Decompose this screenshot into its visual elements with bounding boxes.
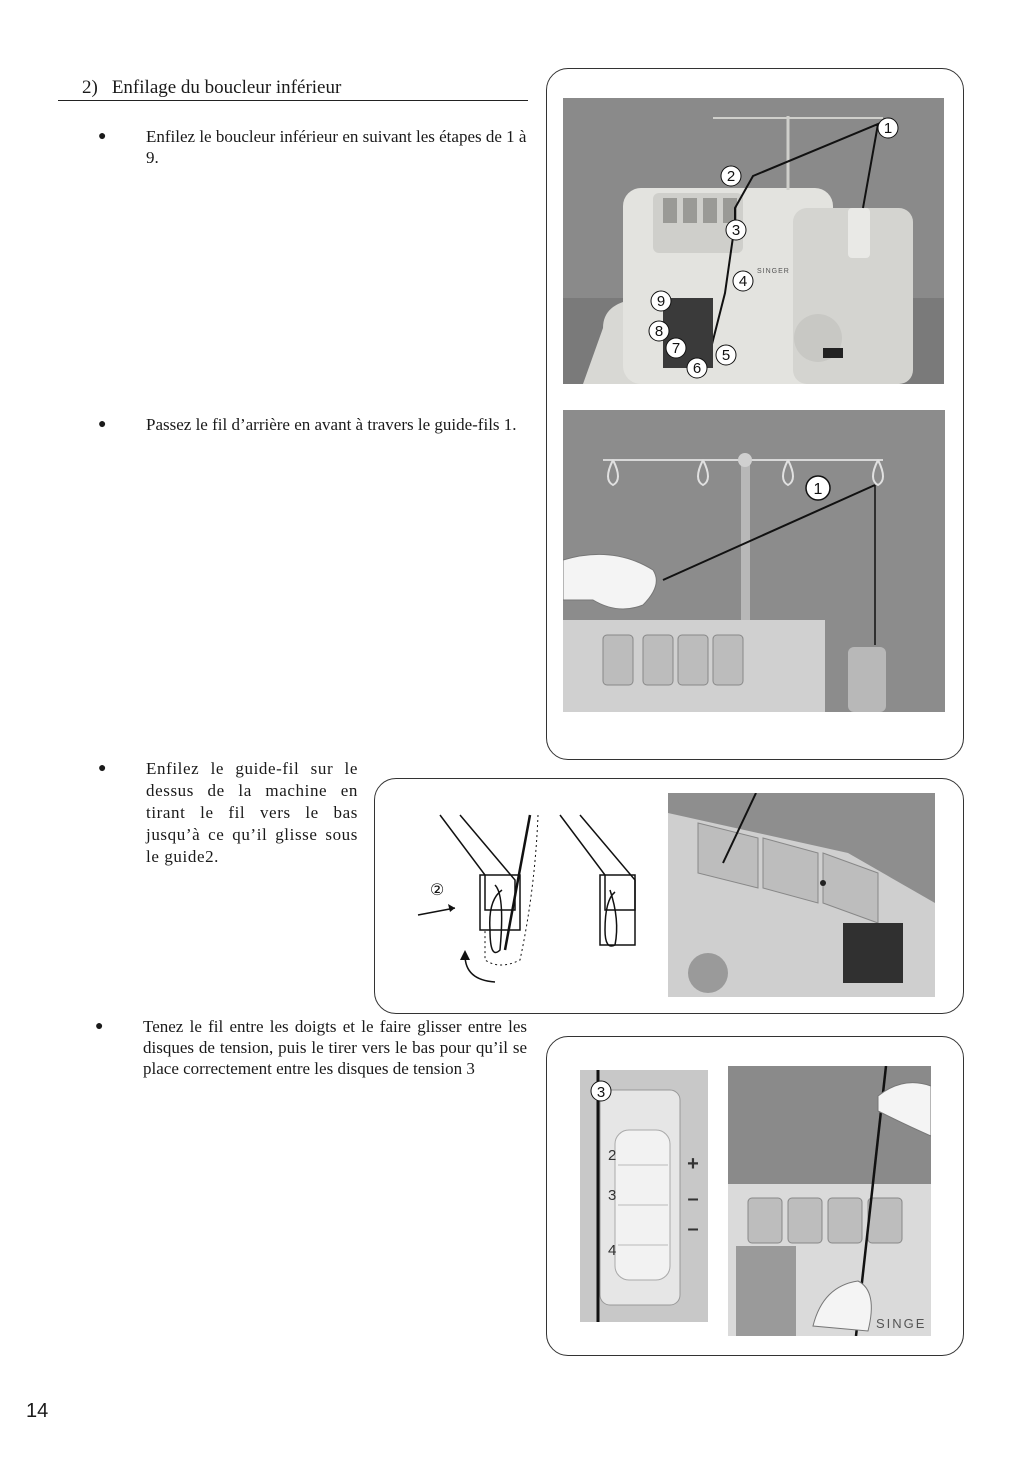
section-title: Enfilage du boucleur inférieur: [111, 77, 342, 98]
step-4: [95, 1016, 527, 1079]
plus-sign: +: [687, 1153, 699, 1175]
page-number: 14: [26, 1400, 49, 1422]
figure-tension-dial-drawing: [580, 1070, 708, 1322]
step-3-text: Enfilez le guide-fil sur le dessus de la machine en tirant le fil vers le bas jusqu’à ce qu’il glisse sous le guide2.: [146, 759, 358, 866]
callout-3: 3: [731, 222, 741, 239]
bullet-icon: ●: [98, 129, 107, 144]
step-2: [98, 414, 531, 435]
machine-brand-label-2: SINGE: [876, 1316, 927, 1331]
machine-brand-label: SINGER: [757, 268, 790, 275]
bullet-icon: ●: [98, 761, 108, 776]
step-4-text: Tenez le fil entre les doigts et le faire glisser entre les disques de tension, puis le tirer vers le bas pour qu’il se place correctement entre les disques de tension 3: [143, 1017, 527, 1078]
minus-sign: –: [687, 1188, 699, 1210]
callout-8: 8: [654, 323, 664, 340]
dial-number-4: 4: [608, 1242, 617, 1259]
bullet-icon: ●: [95, 1019, 104, 1034]
callout-7: 7: [671, 340, 681, 357]
step-1-text: Enfilez le boucleur inférieur en suivant les étapes de 1 à 9.: [146, 127, 527, 167]
figure-overlock-threading-photo: [563, 98, 944, 384]
step-2-text: Passez le fil d’arrière en avant à travers le guide-fils 1.: [146, 415, 517, 434]
figure-guide-photo: [668, 793, 935, 997]
section-number: 2): [82, 77, 98, 98]
callout-5: 5: [721, 347, 731, 364]
callout-2: 2: [726, 168, 736, 185]
step-3: [98, 758, 358, 868]
minus-sign-2: –: [687, 1218, 699, 1240]
callout-6: 6: [692, 360, 702, 377]
step-1: [98, 126, 531, 168]
dial-number-2: 2: [608, 1147, 617, 1164]
callout-4: 4: [738, 273, 748, 290]
figure-tension-photo: [728, 1066, 931, 1336]
callout-guide-2: ②: [429, 880, 445, 899]
figure-thread-guide-photo: [563, 410, 945, 712]
figure-guide-drawing: [410, 800, 650, 990]
callout-tension-3: 3: [596, 1084, 606, 1101]
bullet-icon: ●: [98, 417, 107, 432]
callout-9: 9: [656, 293, 666, 310]
dial-number-3: 3: [608, 1187, 617, 1204]
callout-1: 1: [883, 120, 893, 137]
section-heading: [58, 76, 528, 101]
callout-guide-1: 1: [813, 481, 823, 498]
